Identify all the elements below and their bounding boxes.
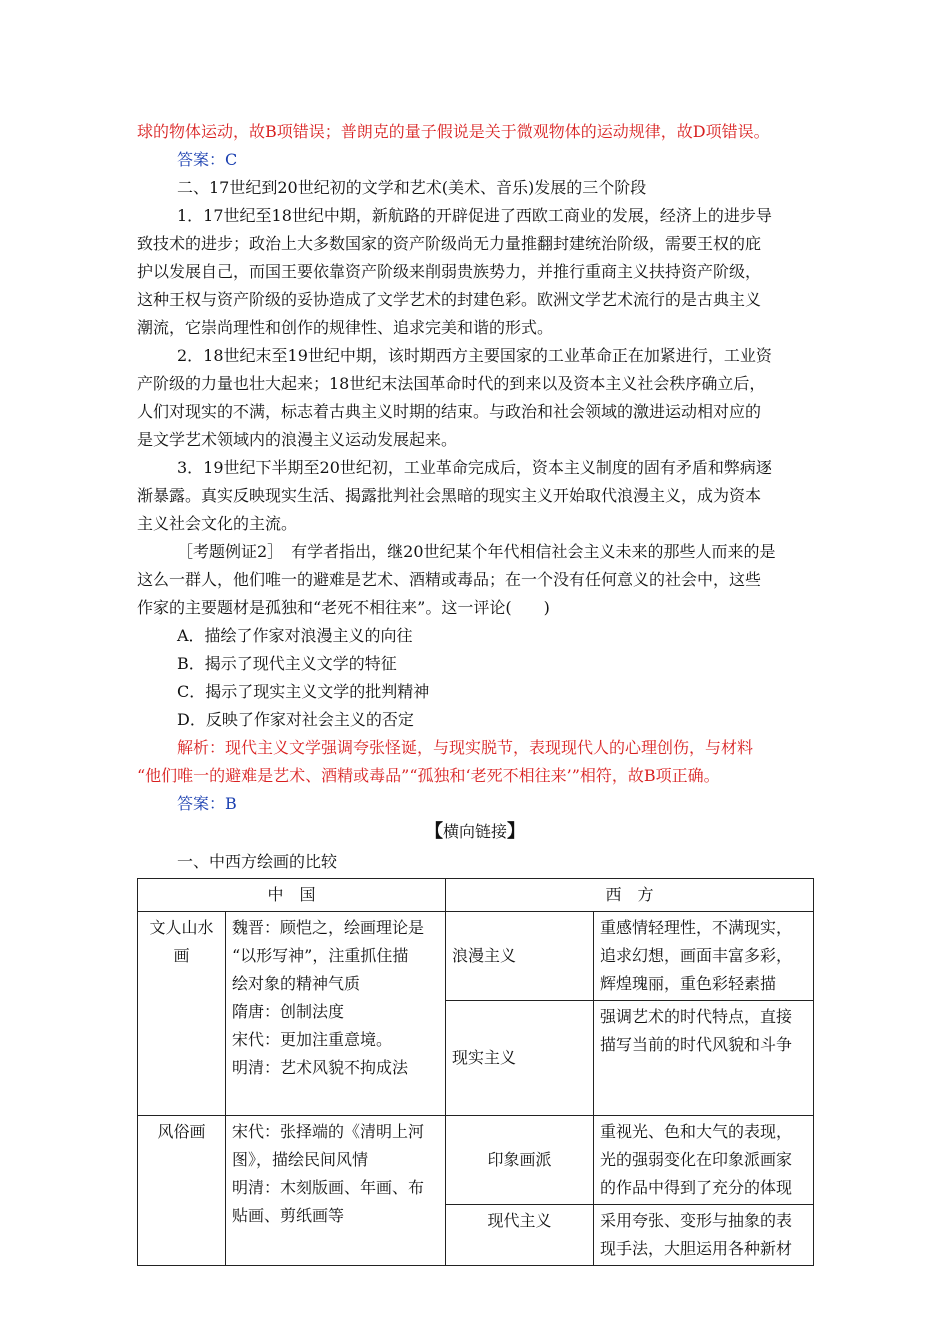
stage-1-line: 潮流，它崇尚理性和创作的规律性、追求完美和谐的形式。 [137,318,554,337]
cell-line: 重视光、色和大气的表现， [600,1122,793,1141]
stage-2-line: 是文学艺术领域内的浪漫主义运动发展起来。 [137,430,458,449]
header-china: 中 国 [138,879,446,912]
cell-line: 强调艺术的时代特点，直接 [600,1007,793,1026]
example-2-line: ［考题例证2］ 有学者指出，继20世纪某个年代相信社会主义未来的那些人而来的是 [177,542,776,561]
cell-line: 宋代：更加注重意境。 [232,1030,393,1049]
cell-line: 隋唐：创制法度 [232,1002,345,1021]
cell-line: 描写当前的时代风貌和斗争 [600,1035,793,1054]
option-d: D．反映了作家对社会主义的否定 [177,710,414,729]
romanticism-cell: 浪漫主义 [446,912,594,1001]
cell-line: 宋代：张择端的《清明上河 [232,1122,425,1141]
cell-line: 明清：艺术风貌不拘成法 [232,1058,409,1077]
stage-1-line: 这种王权与资产阶级的妥协造成了文学艺术的封建色彩。欧洲文学艺术流行的是古典主义 [137,290,762,309]
cell-line: 绘对象的精神气质 [232,974,361,993]
stage-3-line: 主义社会文化的主流。 [137,514,298,533]
table-title: 一、中西方绘画的比较 [177,852,338,871]
analysis-line: “他们唯一的避难是艺术、酒精或毒品”“孤独和‘老死不相往来’”相符，故B项正确。 [137,766,720,785]
realism-cell: 现实主义 [446,1001,594,1116]
stage-2-line: 2．18世纪末至19世纪中期，该时期西方主要国家的工业革命正在加紧进行，工业资 [177,346,772,365]
example-2-line: 作家的主要题材是孤独和“老死不相往来”。这一评论( ) [137,598,550,617]
genre-painting-cell: 风俗画 [138,1116,226,1266]
realism-desc [594,1001,814,1116]
answer-b: 答案：B [177,794,237,813]
answer-c: 答案：C [177,150,238,169]
previous-analysis-tail: 球的物体运动，故B项错误；普朗克的量子假说是关于微观物体的运动规律，故D项错误。 [137,122,770,141]
header-west: 西 方 [446,879,814,912]
cell-line: 魏晋：顾恺之，绘画理论是 [232,918,425,937]
literati-landscape-cell: 文人山水画 [138,912,226,1116]
option-b: B．揭示了现代主义文学的特征 [177,654,397,673]
stage-1-line: 1．17世纪至18世纪中期，新航路的开辟促进了西欧工商业的发展，经济上的进步导 [177,206,772,225]
cell-line: 图》，描绘民间风情 [232,1150,369,1169]
section-2-title: 二、17世纪到20世纪初的文学和艺术(美术、音乐)发展的三个阶段 [177,178,647,197]
cell-line: 的作品中得到了充分的体现 [600,1178,793,1197]
table-row [138,912,814,1001]
painting-comparison-table [137,878,814,1266]
example-2-line: 这么一群人，他们唯一的避难是艺术、酒精或毒品；在一个没有任何意义的社会中，这些 [137,570,762,589]
stage-1-line: 护以发展自己，而国王要依靠资产阶级来削弱贵族势力，并推行重商主义扶持资产阶级， [137,262,762,281]
stage-3-line: 渐暴露。真实反映现实生活、揭露批判社会黑暗的现实主义开始取代浪漫主义，成为资本 [137,486,762,505]
romanticism-desc [594,912,814,1001]
genre-painting-desc [226,1116,446,1266]
right-bracket: 】 [507,821,525,842]
stage-3-line: 3．19世纪下半期至20世纪初，工业革命完成后，资本主义制度的固有矛盾和弊病逐 [177,458,772,477]
modernism-desc [594,1205,814,1266]
left-bracket: 【 [424,821,443,842]
stage-2-line: 人们对现实的不满，标志着古典主义时期的结束。与政治和社会领域的激进运动相对应的 [137,402,762,421]
cell-line: 辉煌瑰丽，重色彩轻素描 [600,974,777,993]
cell-line: “以形写神”，注重抓住描 [232,946,409,965]
cell-line: 光的强弱变化在印象派画家 [600,1150,793,1169]
impressionism-cell: 印象画派 [446,1116,594,1205]
cell-line: 明清：木刻版画、年画、布 [232,1178,425,1197]
horizontal-link-heading [0,818,950,846]
literati-landscape-desc [226,912,446,1116]
cell-line: 贴画、剪纸画等 [232,1206,345,1225]
option-c: C．揭示了现实主义文学的批判精神 [177,682,430,701]
cell-line: 追求幻想，画面丰富多彩， [600,946,793,965]
analysis-line: 解析：现代主义文学强调夸张怪诞，与现实脱节，表现现代人的心理创伤，与材料 [177,738,754,757]
impressionism-desc [594,1116,814,1205]
stage-1-line: 致技术的进步；政治上大多数国家的资产阶级尚无力量推翻封建统治阶级，需要王权的庇 [137,234,762,253]
table-header-row [138,879,814,912]
cell-line: 重感情轻理性，不满现实， [600,918,793,937]
cell-line: 采用夸张、变形与抽象的表 [600,1211,793,1230]
stage-2-line: 产阶级的力量也壮大起来；18世纪末法国革命时代的到来以及资本主义社会秩序确立后， [137,374,766,393]
table-row [138,1116,814,1205]
modernism-cell: 现代主义 [446,1205,594,1266]
cell-line: 现手法，大胆运用各种新材 [600,1239,793,1258]
option-a: A．描绘了作家对浪漫主义的向往 [177,626,413,645]
heading-text: 横向链接 [442,822,507,841]
